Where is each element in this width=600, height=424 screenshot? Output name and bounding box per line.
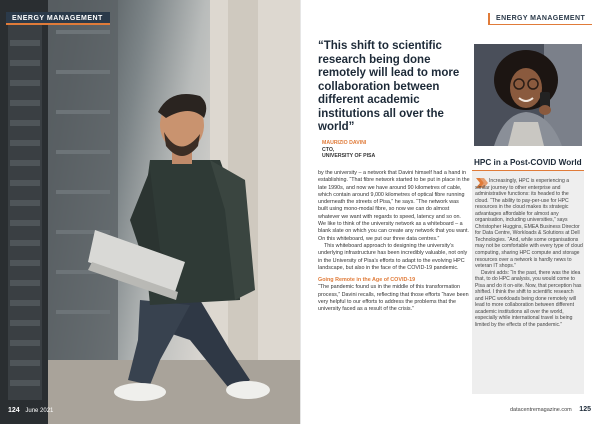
- page-number-left: 124: [8, 407, 20, 414]
- pull-quote: “This shift to scientific research being done remotely will lead to more collaboration between different academic institutions all over the world”: [318, 40, 460, 133]
- page-gutter: [300, 0, 301, 424]
- body-paragraph-1: by the university – a network that Davini himself had a hand in establishing. “That fibre network started to be put in place in the late 1990s, and now we have around 90 kilometres of cable, which contain around 9,000 kilometres of optical fibre running underneath the streets of Pisa,” he says. “The network was built using mono-modal fibre, so now we can do almost whatever we want with regards to speed, latency and so on. We like to think of the university network as a whiteboard – a blank slate on which you can create any network that you want. On this whiteboard, we put our three data centres.”: [318, 170, 470, 242]
- article-body-middle: [318, 170, 470, 314]
- sidebar-paragraph-1: Increasingly, HPC is experiencing a similar journey to other enterprise and administrative functions: its headed to the cloud. “The ability to pay-per-use for HPC resources in the cloud makes its strategic advantages affordable for almost any organisation, including universities,” says Christopher Huggins, EMEA Business Director for Data Centre, Workloads & Solutions at Dell Technologies. “And, while some organisations may not be comfortable with every type of cloud computing, sharing HPC compute and storage resources over a network is hardly news to veteran IT shops.”: [475, 178, 583, 270]
- folio-right: [510, 406, 591, 413]
- page-number-right: 125: [579, 406, 591, 413]
- quote-role: CTO,: [322, 146, 335, 153]
- folio-left: [8, 407, 53, 414]
- section-tag-right: ENERGY MANAGEMENT: [488, 13, 592, 25]
- quote-name: MAURIZIO DAVINI: [322, 140, 367, 146]
- quote-attribution: [322, 140, 462, 160]
- sidebar-title: HPC in a Post-COVID World: [472, 154, 584, 171]
- quote-org: UNIVERSITY OF PISA: [322, 153, 376, 160]
- body-paragraph-2: This whiteboard approach to designing the university’s underlying infrastructure has been incredibly valuable, not only in the University of Pisa’s efforts to adapt to the evolving HPC landscape, but also in the face of the COVID-19 pandemic.: [318, 242, 468, 271]
- section-tag-left: ENERGY MANAGEMENT: [6, 12, 110, 25]
- woman-photo-icon: [474, 44, 582, 146]
- body-paragraph-3: “The pandemic found us in the middle of this transformation process,” Davini recalls, reflecting that those efforts “have been very helpful to our efforts to address the problems that the university faced as a result of the crisis.”: [318, 284, 469, 313]
- sidebar-body: [475, 178, 583, 329]
- sidebar-paragraph-2: Davini adds: “In the past, there was the idea that, to do HPC analysis, you would come to Pisa and do it on-site. Now, that perception has shifted. I think the shift to scientific research and HPC workloads being done remotely will lead to more collaboration between different academic institutions all over the world, especially while international travel is being limited by the effects of the pandemic.”: [475, 269, 582, 329]
- issue-date: June 2021: [25, 408, 54, 414]
- website-url[interactable]: datacentremagazine.com: [510, 407, 572, 413]
- woman-with-phone-photo: [474, 44, 582, 146]
- body-subhead: Going Remote in the Age of COVID-19: [318, 277, 416, 284]
